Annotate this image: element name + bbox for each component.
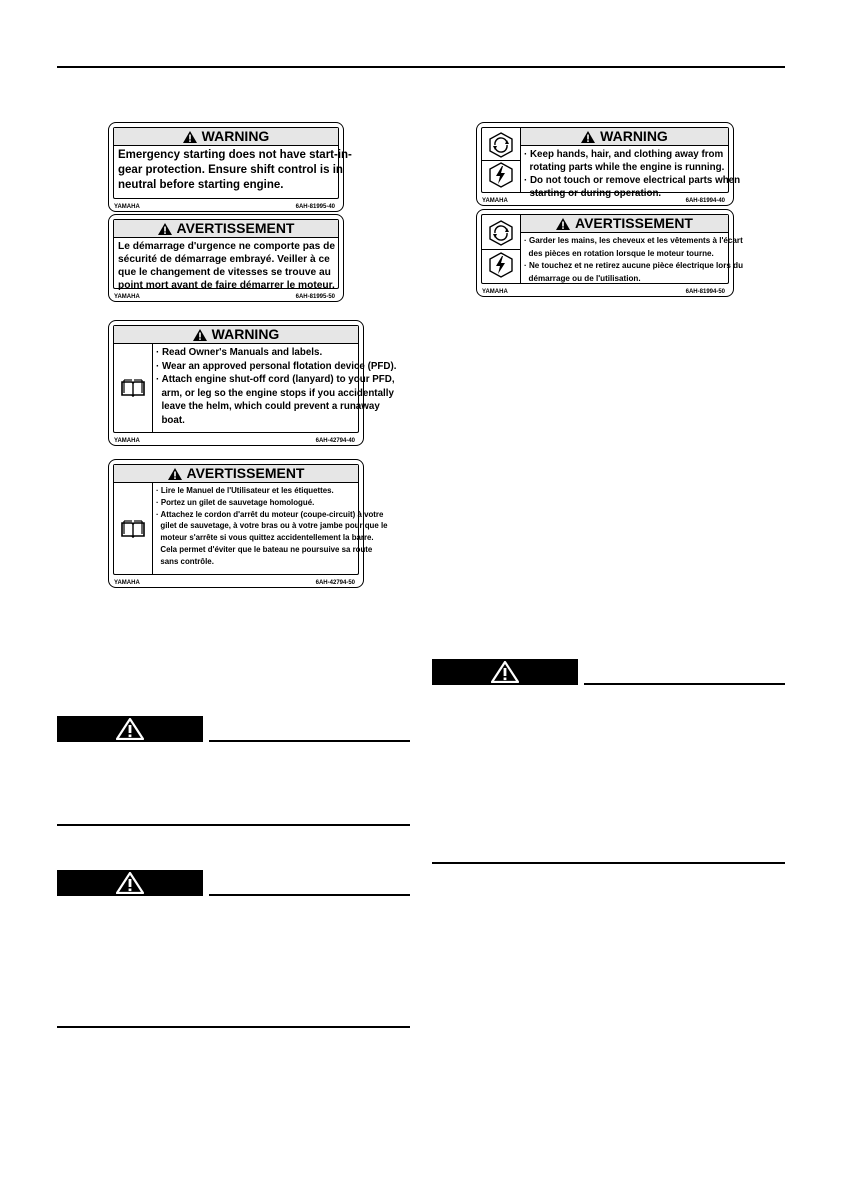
label-line: gilet de sauvetage, à votre bras ou à votre jambe pour que le bbox=[156, 521, 388, 531]
section-end-rule bbox=[57, 1026, 410, 1028]
warning-triangle-icon bbox=[183, 131, 197, 143]
label-line: · Attachez le cordon d'arrêt du moteur (coupe-circuit) à votre bbox=[156, 509, 384, 519]
label-line: · Garder les mains, les cheveux et les vêtements à l'écart bbox=[524, 236, 743, 245]
label-line: Le démarrage d'urgence ne comporte pas de bbox=[118, 241, 335, 252]
rotation-icon bbox=[488, 220, 514, 246]
label-rotating-parts-en bbox=[476, 122, 741, 206]
label-line: gear protection. Ensure shift control is in bbox=[118, 164, 343, 176]
part-number: 6AH-81995-40 bbox=[295, 204, 335, 210]
warning-triangle-icon bbox=[581, 131, 595, 143]
warning-triangle-icon bbox=[116, 872, 144, 894]
part-number: 6AH-81994-50 bbox=[685, 289, 725, 295]
label-header: AVERTISSEMENT bbox=[176, 220, 295, 236]
header-rule bbox=[57, 66, 785, 68]
label-line: · Ne touchez et ne retirez aucune pièce électrique lors du bbox=[524, 261, 744, 270]
label-line: · Keep hands, hair, and clothing away from bbox=[524, 149, 724, 160]
label-header: WARNING bbox=[600, 128, 668, 144]
label-manual-en bbox=[108, 320, 397, 446]
warning-block-2 bbox=[57, 870, 410, 896]
label-line: sans contrôle. bbox=[156, 556, 214, 566]
label-line: point mort avant de faire démarrer le moteur. bbox=[118, 280, 335, 291]
label-line: Emergency starting does not have start-in- bbox=[118, 149, 352, 161]
warning-triangle-icon bbox=[193, 329, 207, 341]
section-end-rule bbox=[432, 862, 785, 864]
label-manual-fr bbox=[108, 459, 388, 588]
book-icon bbox=[121, 379, 145, 397]
label-line: starting or during operation. bbox=[524, 188, 662, 199]
book-icon bbox=[121, 520, 145, 538]
label-line: neutral before starting engine. bbox=[118, 179, 284, 191]
label-line: · Read Owner's Manuals and labels. bbox=[156, 347, 323, 358]
label-line: des pièces en rotation lorsque le moteur tourne. bbox=[524, 248, 714, 258]
label-line: · Do not touch or remove electrical parts when bbox=[524, 175, 741, 186]
part-number: 6AH-42794-40 bbox=[315, 438, 355, 444]
label-line: · Lire le Manuel de l'Utilisateur et les étiquettes. bbox=[156, 486, 334, 495]
warning-block-3 bbox=[432, 659, 785, 685]
part-number: 6AH-81995-50 bbox=[295, 294, 335, 300]
warning-triangle-icon bbox=[491, 661, 519, 683]
label-line: Cela permet d'éviter que le bateau ne poursuive sa route bbox=[156, 544, 373, 554]
label-line: leave the helm, which could prevent a runaway bbox=[156, 401, 380, 412]
label-rotating-parts-fr bbox=[476, 209, 744, 297]
warning-triangle-icon bbox=[158, 223, 172, 235]
brand-name: YAMAHA bbox=[114, 204, 140, 210]
label-line: démarrage ou de l'utilisation. bbox=[524, 273, 641, 283]
label-header: AVERTISSEMENT bbox=[186, 465, 305, 481]
brand-name: YAMAHA bbox=[114, 580, 140, 586]
electric-shock-icon bbox=[488, 162, 514, 188]
label-header: WARNING bbox=[211, 326, 280, 342]
warning-triangle-icon bbox=[556, 218, 570, 230]
brand-name: YAMAHA bbox=[482, 198, 508, 204]
warning-triangle-icon bbox=[168, 468, 182, 480]
label-line: · Wear an approved personal flotation device (PFD). bbox=[156, 360, 397, 372]
label-line: sécurité de démarrage embrayé. Veiller à ce bbox=[118, 254, 330, 265]
rotation-icon bbox=[488, 132, 514, 158]
section-end-rule bbox=[57, 824, 410, 826]
label-line: rotating parts while the engine is running. bbox=[524, 162, 725, 173]
label-line: · Attach engine shut-off cord (lanyard) to your PFD, bbox=[156, 374, 395, 385]
label-header: WARNING bbox=[201, 128, 270, 144]
warning-triangle-icon bbox=[116, 718, 144, 740]
label-header: AVERTISSEMENT bbox=[575, 215, 693, 231]
label-line: moteur s'arrête si vous quittez accidentellement la barre. bbox=[156, 533, 374, 543]
label-line: que le changement de vitesses se trouve au bbox=[118, 267, 331, 278]
brand-name: YAMAHA bbox=[114, 294, 140, 300]
label-emergency-start-en bbox=[108, 122, 352, 212]
part-number: 6AH-42794-50 bbox=[315, 580, 355, 586]
label-line: arm, or leg so the engine stops if you accidentally bbox=[156, 387, 394, 399]
label-line: · Portez un gilet de sauvetage homologué. bbox=[156, 497, 315, 507]
label-line: boat. bbox=[156, 414, 185, 426]
brand-name: YAMAHA bbox=[114, 438, 140, 444]
warning-block-1 bbox=[57, 716, 410, 742]
electric-shock-icon bbox=[488, 252, 514, 278]
brand-name: YAMAHA bbox=[482, 289, 508, 295]
part-number: 6AH-81994-40 bbox=[685, 198, 725, 204]
label-emergency-start-fr bbox=[108, 214, 344, 302]
